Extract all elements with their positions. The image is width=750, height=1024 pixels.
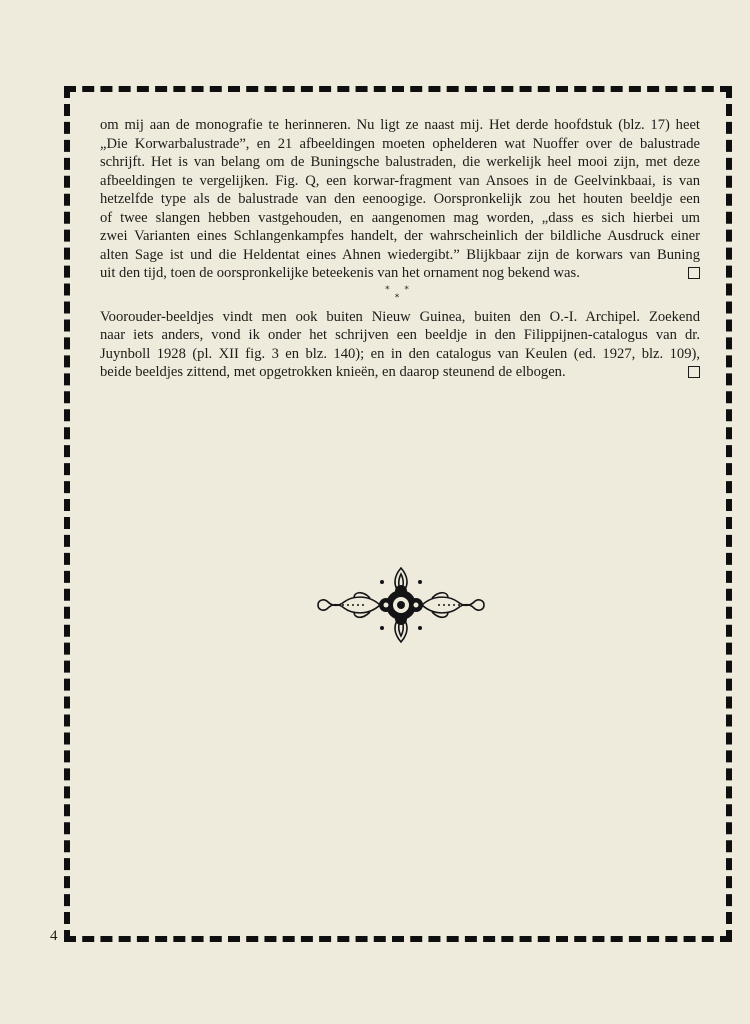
end-mark-icon <box>688 366 700 378</box>
text-line: schrijft. Het is van belang om de Buningsche balustraden, die werkelijk heel mooi zijn, met deze <box>100 154 700 170</box>
text-line: naar iets anders, vond ik onder het schrijven een beeldje in den Filippijnen-catalogus van dr. <box>100 327 700 343</box>
asterism-separator: * * * <box>385 284 415 303</box>
text-line: Voorouder-beeldjes vindt men ook buiten Nieuw Guinea, buiten den O.-I. Archipel. Zoekend <box>100 308 700 325</box>
page-number: 4 <box>50 928 58 944</box>
text-line: beide beeldjes zittend, met opgetrokken knieën, en daarop steunend de elbogen. <box>100 364 566 380</box>
paragraph-1 <box>100 116 700 283</box>
paragraph-2 <box>100 308 700 382</box>
text-line: zwei Varianten eines Schlangenkampfes handelt, der wahrscheinlich der bildliche Ausdruck einer <box>100 228 700 244</box>
decorative-ornament-icon <box>310 560 492 650</box>
text-line-last <box>100 363 700 382</box>
text-line-last <box>100 264 700 283</box>
text-line: of twee slangen hebben vastgehouden, en aangenomen mag worden, „dass es sich hierbei um <box>100 209 700 226</box>
text-line: om mij aan de monografie te herinneren. Nu ligt ze naast mij. Het derde hoofdstuk (blz. 17) heet <box>100 117 700 133</box>
text-line: hetzelfde type als de balustrade van den eenoogige. Oorspronkelijk zou het houten beeldje een <box>100 191 700 207</box>
text-line: uit den tijd, toen de oorspronkelijke beteekenis van het ornament nog bekend was. <box>100 265 580 281</box>
end-mark-icon <box>688 267 700 279</box>
text-line: „Die Korwarbalustrade”, en 21 afbeeldingen moeten ophelderen wat Nuoffer over de balustrade <box>100 135 700 152</box>
body-text <box>100 116 700 382</box>
text-line: alten Sage ist und die Heldentat eines Ahnen wiedergibt.” Blijkbaar zijn de korwars van Buning <box>100 246 700 263</box>
text-line: afbeeldingen te vergelijken. Fig. Q, een korwar-fragment van Ansoes in de Geelvinkbaai, is van <box>100 172 700 189</box>
text-line: Juynboll 1928 (pl. XII fig. 3 en blz. 140); en in den catalogus van Keulen (ed. 1927, blz. 109), <box>100 345 700 362</box>
